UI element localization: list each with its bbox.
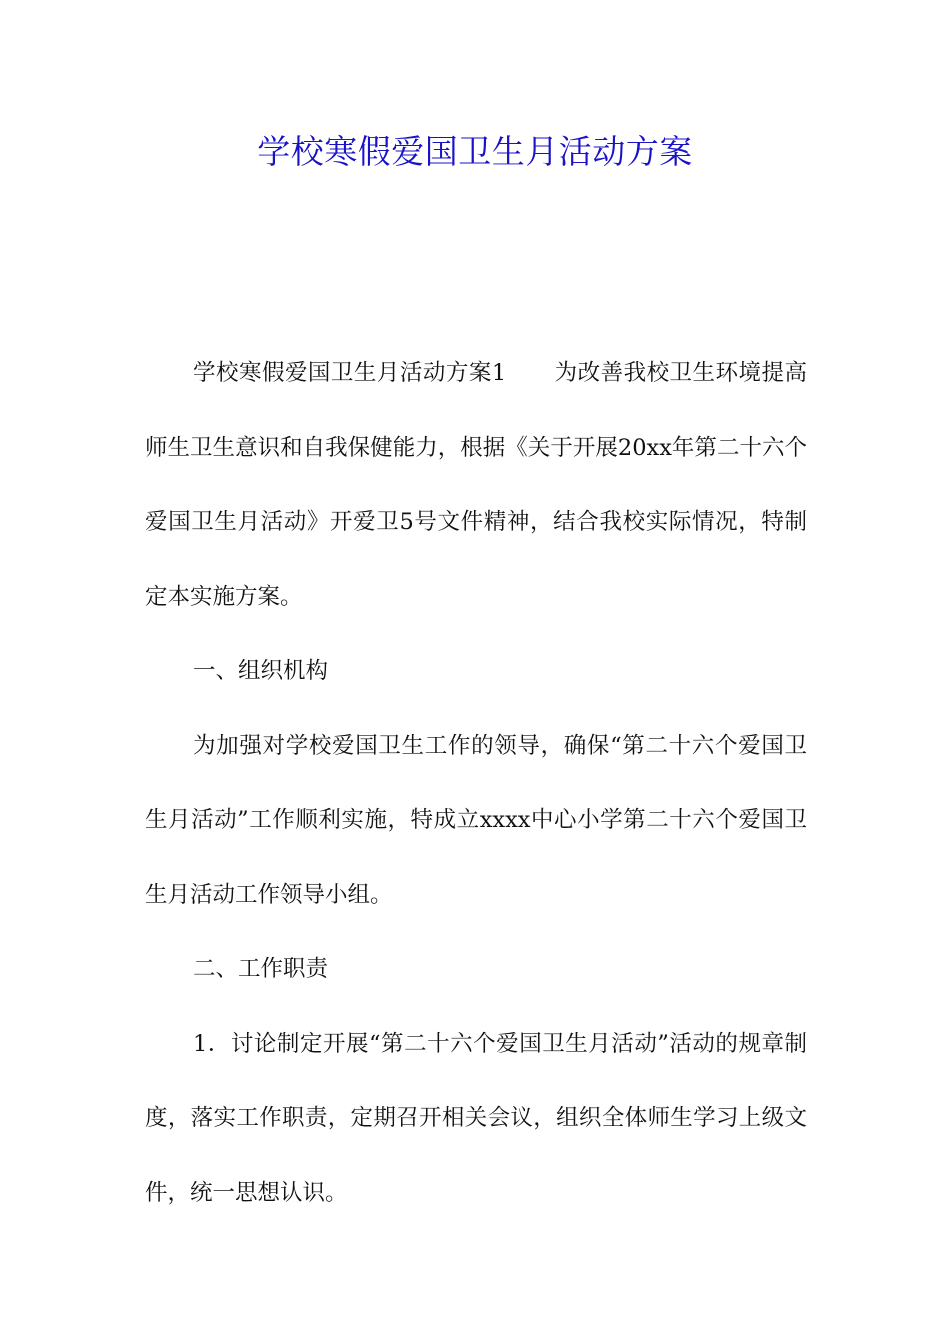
section1-paragraph: 为加强对学校爱国卫生工作的领导，确保“第二十六个爱国卫生月活动”工作顺利实施，特成立xxxx中心小学第二十六个爱国卫生月活动工作领导小组。 bbox=[145, 732, 807, 908]
section2-item-1: 1．讨论制定开展“第二十六个爱国卫生月活动”活动的规章制度，落实工作职责，定期召开相关会议，组织全体师生学习上级文件，统一思想认识。 bbox=[145, 1030, 807, 1206]
section2-heading: 二、工作职责 bbox=[193, 956, 329, 982]
intro-text: 为改善我校卫生环境提高师生卫生意识和自我保健能力，根据《关于开展20xx年第二十六个爱国卫生月活动》开爱卫5号文件精神，结合我校实际情况，特制定本实施方案。 bbox=[145, 360, 807, 610]
document-title: 学校寒假爱国卫生月活动方案 bbox=[257, 132, 693, 171]
document-body bbox=[145, 336, 807, 1230]
section1-heading: 一、组织机构 bbox=[193, 658, 329, 684]
intro-paragraph bbox=[145, 336, 807, 634]
intro-heading: 学校寒假爱国卫生月活动方案1 bbox=[193, 360, 507, 386]
